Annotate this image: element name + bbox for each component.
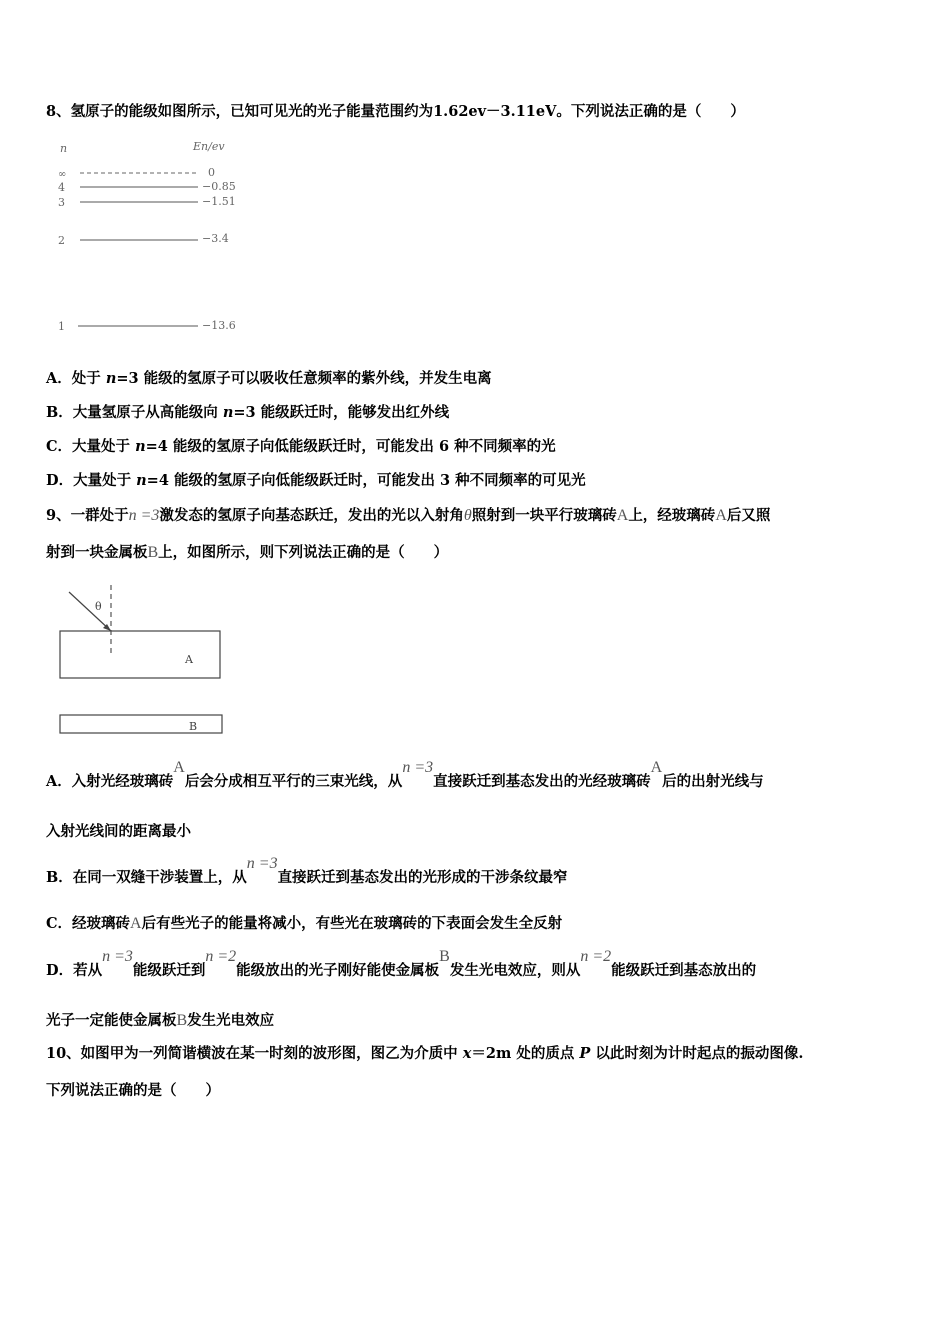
q9-stem-line2: 射到一块金属板B上，如图所示，则下列说法正确的是（ ） [46,544,449,561]
glass-slab-a [60,631,220,678]
q9-option-a-line1: A．入射光经玻璃砖A后会分成相互平行的三束光线，从n =3直接跃迁到基态发出的光经玻璃砖A后的出射光线与 [46,759,764,790]
q9-option-d-line2: 光子一定能使金属板B发生光电效应 [46,1012,275,1029]
q8-option-c: C．大量处于 n=4 能级的氢原子向低能级跃迁时，可能发出 6 种不同频率的光 [46,438,556,455]
q10-stem-line2: 下列说法正确的是（ ） [46,1082,220,1099]
q8-option-d: D．大量处于 n=4 能级的氢原子向低能级跃迁时，可能发出 3 种不同频率的可见光 [46,472,586,489]
level-n-2: 2 [58,234,65,247]
plate-label-b: B [189,720,198,733]
q9-option-b: B．在同一双缝干涉装置上，从n =3直接跃迁到基态发出的光形成的干涉条纹最窄 [46,855,568,886]
level-e-2: −3.4 [202,232,229,245]
q9-option-d-line1: D．若从n =3能级跃迁到n =2能级放出的光子刚好能使金属板B发生光电效应，则从n =2能级跃迁到基态放出的 [46,948,757,979]
q8-stem: 8、氢原子的能级如图所示，已知可见光的光子能量范围约为1.62ev－3.11eV。下列说法正确的是（ ） [46,103,745,120]
q8-option-b: B．大量氢原子从高能级向 n=3 能级跃迁时，能够发出红外线 [46,404,450,421]
n-axis-label: n [60,142,68,155]
q9-stem-line1: 9、一群处于n =3激发态的氢原子向基态跃迁，发出的光以入射角θ照射到一块平行玻璃砖A上，经玻璃砖A后又照 [46,507,771,524]
q10-stem-line1: 10、如图甲为一列简谐横波在某一时刻的波形图，图乙为介质中 x＝2m 处的质点 P 以此时刻为计时起点的振动图像. [46,1045,804,1062]
level-e-4: −0.85 [202,180,236,193]
energy-axis-label: En/ev [193,140,225,153]
level-e-inf: 0 [208,166,215,179]
level-n-inf: ∞ [58,169,67,180]
glass-slab-diagram [55,585,230,740]
level-e-1: −13.6 [202,319,236,332]
q8-option-a: A．处于 n=3 能级的氢原子可以吸收任意频率的紫外线，并发生电离 [46,370,492,387]
level-n-1: 1 [58,320,65,333]
theta-label: θ [95,600,102,613]
energy-level-diagram [50,138,250,338]
level-n-4: 4 [58,181,65,194]
metal-plate-b [60,715,222,733]
slab-label-a: A [185,653,193,666]
level-e-3: −1.51 [202,195,236,208]
q9-option-c: C．经玻璃砖A后有些光子的能量将减小，有些光在玻璃砖的下表面会发生全反射 [46,915,563,932]
level-n-3: 3 [58,196,65,209]
q9-option-a-line2: 入射光线间的距离最小 [46,823,191,840]
